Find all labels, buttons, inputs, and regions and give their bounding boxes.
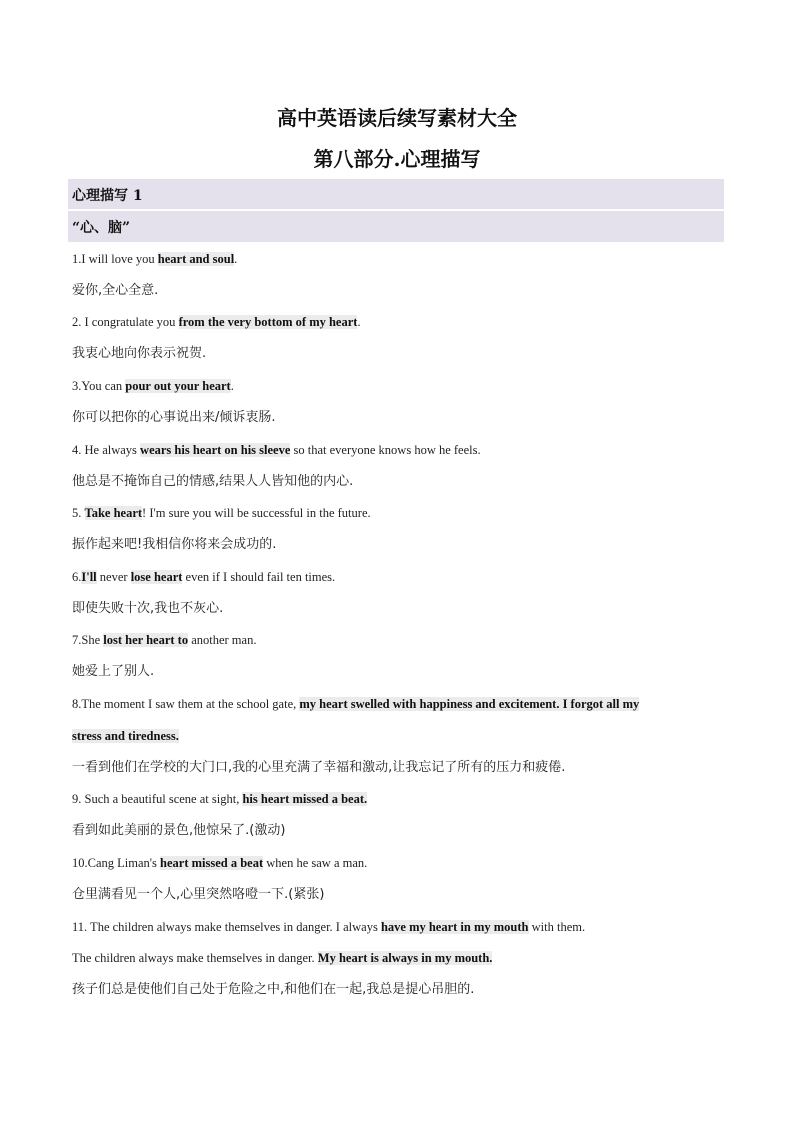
example-line: 2. I congratulate you from the very bottom of my heart. xyxy=(72,315,361,329)
translation-line: 她爱上了别人. xyxy=(72,664,155,679)
example-line: 4. He always wears his heart on his sleeve so that everyone knows how he feels. xyxy=(72,443,481,457)
example-line: 8.The moment I saw them at the school gate, my heart swelled with happiness and excitement. I forgot all my xyxy=(72,697,640,711)
translation-line: 我衷心地向你表示祝贺. xyxy=(72,346,207,361)
translation-line: 孩子们总是使他们自己处于危险之中,和他们在一起,我总是提心吊胆的. xyxy=(72,982,475,997)
translation-line: 看到如此美丽的景色,他惊呆了.(激动) xyxy=(72,823,286,838)
translation-line: 爱你,全心全意. xyxy=(72,283,159,298)
example-line: 10.Cang Liman's heart missed a beat when he saw a man. xyxy=(72,856,368,870)
translation-line: 振作起来吧!我相信你将来会成功的. xyxy=(72,537,277,552)
translation-line: 你可以把你的心事说出来/倾诉衷肠. xyxy=(72,410,276,425)
example-line: 9. Such a beautiful scene at sight, his heart missed a beat. xyxy=(72,792,368,806)
subsection-heading: “心、脑” xyxy=(68,211,724,242)
part-title: 第八部分.心理描写 xyxy=(313,147,481,171)
document-title: 高中英语读后续写素材大全 xyxy=(277,106,517,130)
example-line-continued: stress and tiredness. xyxy=(72,729,179,743)
example-line: 5. Take heart! I'm sure you will be successful in the future. xyxy=(72,506,371,520)
example-line: 7.She lost her heart to another man. xyxy=(72,633,257,647)
example-line: 1.I will love you heart and soul. xyxy=(72,252,238,266)
example-line: 11. The children always make themselves in danger. I always have my heart in my mouth with them. xyxy=(72,920,586,934)
example-line: The children always make themselves in danger. My heart is always in my mouth. xyxy=(72,951,493,965)
example-line: 3.You can pour out your heart. xyxy=(72,379,234,393)
translation-line: 一看到他们在学校的大门口,我的心里充满了幸福和激动,让我忘记了所有的压力和疲倦. xyxy=(72,760,566,775)
section-heading: 心理描写 1 xyxy=(68,179,724,209)
translation-line: 他总是不掩饰自己的情感,结果人人皆知他的内心. xyxy=(72,474,354,489)
example-line: 6.I'll never lose heart even if I should fail ten times. xyxy=(72,570,336,584)
translation-line: 即使失败十次,我也不灰心. xyxy=(72,601,224,616)
translation-line: 仓里满看见一个人,心里突然咯噔一下.(紧张) xyxy=(72,887,325,902)
